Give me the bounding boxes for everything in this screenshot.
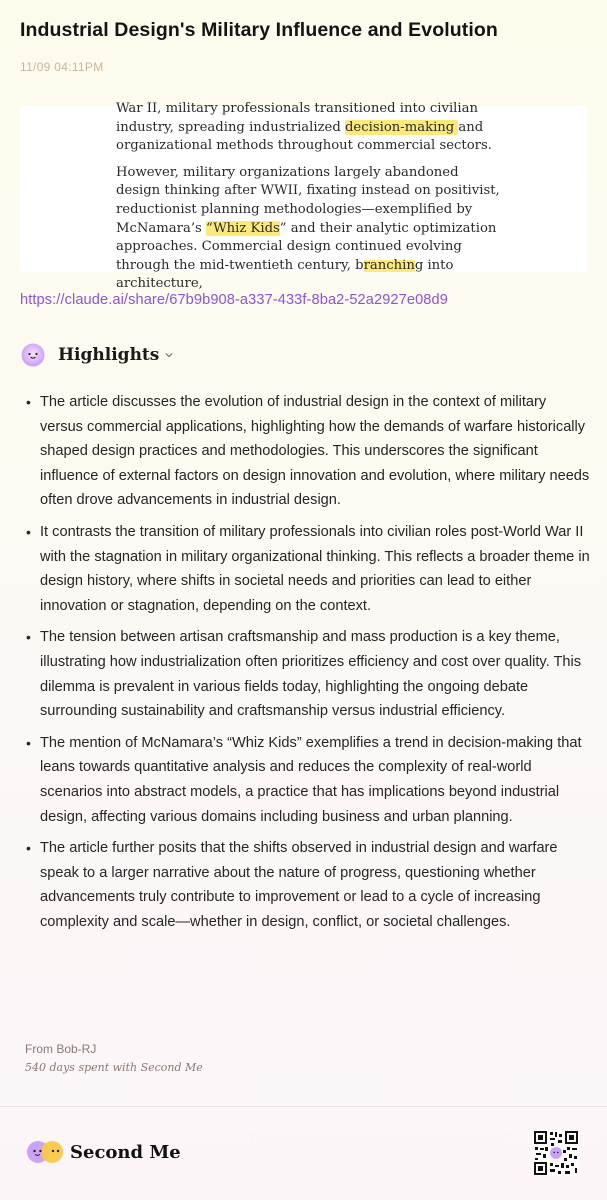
timestamp: 11/09 04:11PM — [20, 60, 104, 74]
divider — [0, 1106, 607, 1107]
share-link[interactable]: https://claude.ai/share/67b9b908-a337-433f-8ba2-52a2927e08d9 — [20, 292, 448, 308]
list-item-text: The tension between artisan craftsmanship and mass production is a key theme, illustrating how industrialization often prioritizes efficiency and cost over quality. This dilemma is prevalent in various fields today, highlighting the ongoing debate surrounding sustainability and craftsmanship versus industrial efficiency. — [40, 629, 582, 720]
second-me-logo-icon — [24, 1138, 66, 1166]
qr-code-icon — [533, 1130, 579, 1176]
bullet-icon: • — [26, 840, 31, 857]
list-item — [26, 836, 590, 934]
bullet-icon: • — [26, 734, 31, 751]
list-item-text: The article further posits that the shifts observed in industrial design and warfare speak to a larger narrative about the nature of progress, questioning whether advancements truly contribute to improvement or lead to a cycle of increasing complexity and scale—whether in design, conflict, or societal challenges. — [40, 840, 558, 930]
list-item-text: The article discusses the evolution of industrial design in the context of military versus commercial applications, highlighting how the demands of warfare historically shaped design practices and methodologies. This underscores the significant influence of external factors on design innovation and evolution, where military needs often drove advancements in industrial design. — [40, 394, 590, 509]
highlights-title: Highlights — [58, 345, 160, 365]
highlights-header[interactable] — [20, 340, 174, 370]
list-item — [26, 390, 590, 513]
brand-name: Second Me — [70, 1141, 181, 1163]
article-excerpt — [20, 101, 587, 292]
bullet-icon: • — [26, 523, 31, 540]
brand — [24, 1138, 181, 1166]
excerpt-paragraph-1 — [116, 100, 501, 156]
highlighted-text: “Whiz Kids — [205, 220, 280, 236]
excerpt-text — [116, 100, 501, 302]
face-icon — [20, 342, 46, 368]
highlighted-text: decision-making — [344, 119, 459, 135]
days-label: 540 days spent with Second Me — [25, 1061, 203, 1074]
page-title: Industrial Design's Military Influence and Evolution — [20, 19, 498, 41]
list-item — [26, 731, 590, 829]
list-item-text: The mention of McNamara’s “Whiz Kids” exemplifies a trend in decision-making that leans towards quantitative analysis and reduces the complexity of real-world scenarios into abstract models, a practice that has implications beyond industrial design, affecting various domains including business and urban planning. — [40, 734, 582, 825]
excerpt-text: g into architecture, — [116, 257, 454, 292]
author-label: From Bob-RJ — [25, 1042, 97, 1056]
excerpt-text: and organizational methods throughout commercial sectors. — [116, 119, 492, 154]
bullet-icon: • — [26, 394, 31, 410]
list-item-text: It contrasts the transition of military professionals into civilian roles post-World War II with the stagnation in military organizational thinking. This reflects a broader theme in design history, where shifts in societal needs and priorities can lead to either innovation or stagnation, depending on the context. — [40, 523, 590, 614]
excerpt-text: War II, military professionals transitioned into civilian industry, spreading industrialized — [116, 101, 478, 135]
excerpt-text: However, military organizations largely abandoned design thinking after WWII, fixating instead on positivist, reductionist planning methodologies—exemplified by McNamara’s — [116, 164, 500, 236]
bullet-icon: • — [26, 629, 31, 646]
highlights-list — [26, 390, 590, 941]
list-item — [26, 520, 590, 618]
chevron-down-icon[interactable] — [164, 350, 174, 360]
highlighted-text: ranchin — [363, 257, 415, 273]
excerpt-text: ” and their analytic optimization approaches. Commercial design continued evolving through the mid-twentieth century, b — [116, 220, 497, 273]
list-item — [26, 625, 590, 723]
excerpt-paragraph-2 — [116, 164, 501, 294]
